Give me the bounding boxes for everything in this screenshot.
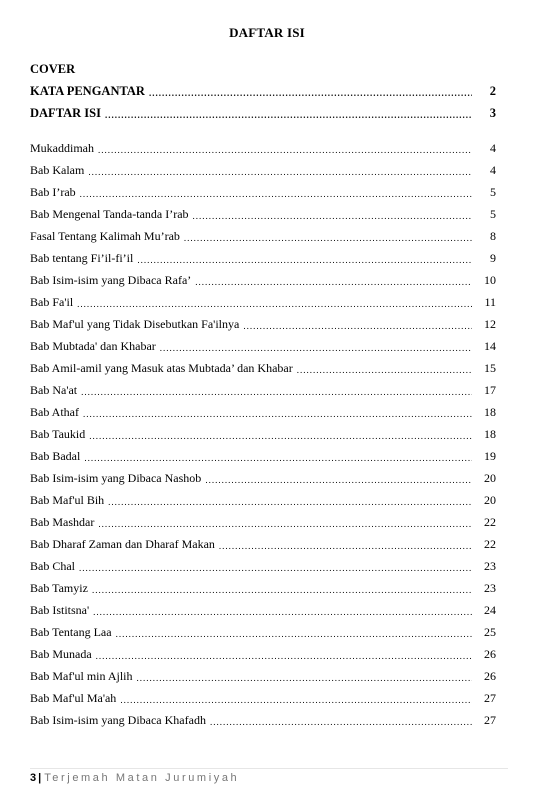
toc-entry-label: Bab Tamyiz [30,581,88,595]
toc-entry-label: Bab Munada [30,647,92,661]
dot-leader [116,628,472,640]
toc-entry-page: 17 [484,383,496,397]
toc-entry-label: Bab Tentang Laa [30,625,112,639]
toc-entry-label: Bab Mubtada' dan Khabar [30,339,156,353]
dot-leader [92,584,472,596]
toc-entry-page: 4 [490,141,496,155]
toc-entry-label: Bab Amil-amil yang Masuk atas Mubtada’ dan Khabar [30,361,293,375]
toc-entry-page: 5 [490,185,496,199]
dot-leader [81,386,472,398]
toc-entry-label: Bab Istitsna' [30,603,90,617]
dot-leader [93,606,472,618]
toc-entry-page: 26 [484,647,496,661]
toc-entry [30,625,496,641]
dot-leader [184,232,472,244]
toc-entry-page: 27 [484,713,496,727]
toc-entry-page: 5 [490,207,496,221]
toc-entry-page: 24 [484,603,496,617]
footer-page-number: 3 [30,772,37,784]
dot-leader [195,276,472,288]
dot-leader [83,408,472,420]
toc-entry [30,493,496,509]
toc-entry-page: 25 [484,625,496,639]
dot-leader [84,452,472,464]
toc-entry [30,185,496,201]
toc-entry-page: 19 [484,449,496,463]
dot-leader [98,518,472,530]
dot-leader [120,694,472,706]
toc-entry-page: 26 [484,669,496,683]
dot-leader [160,342,472,354]
dot-leader [80,188,472,200]
dot-leader [210,716,472,728]
toc-entry-label: Mukaddimah [30,141,94,155]
toc-entry [30,317,496,333]
toc-entry [30,229,496,245]
toc-entry [30,295,496,311]
toc-entry-page: 4 [490,163,496,177]
dot-leader [205,474,472,486]
page-title: DAFTAR ISI [229,25,305,40]
toc-entry-page: 11 [484,295,496,309]
toc-entry [30,647,496,663]
toc-entry-label: Bab Mashdar [30,515,95,529]
toc-entry [30,669,496,685]
page-footer [30,772,239,784]
toc-entry-label: Bab Athaf [30,405,79,419]
dot-leader [137,672,473,684]
toc-entry-page: 8 [490,229,496,243]
toc-front-item-kata-pengantar [30,84,496,99]
toc-entry-label: Bab Isim-isim yang Dibaca Khafadh [30,713,206,727]
toc-entry-label: Bab Chal [30,559,75,573]
toc-entry-label: Bab Maf'ul min Ajlih [30,669,133,683]
toc-entry-page: 10 [484,273,496,287]
toc-entry-page: 20 [484,471,496,485]
dot-leader [79,562,472,574]
toc-entry [30,251,496,267]
toc-entry-label: Bab Maf'ul Bih [30,493,105,507]
toc-entry [30,449,496,465]
toc-entry [30,141,496,157]
toc-entry-page: 23 [484,581,496,595]
toc-entry [30,273,496,289]
toc-entry-page: 22 [484,537,496,551]
toc-entry [30,163,496,179]
toc-entry-page: 20 [484,493,496,507]
toc-entry-page: 27 [484,691,496,705]
dot-leader [219,540,472,552]
toc-entry-page: 9 [490,251,496,265]
toc-entry-label: Bab Isim-isim yang Dibaca Nashob [30,471,202,485]
dot-leader [98,144,472,156]
toc-entry [30,427,496,443]
toc-front-item-cover [30,62,496,77]
toc-entry-label: Bab Mengenal Tanda-tanda I’rab [30,207,189,221]
dot-leader [149,87,472,99]
toc-entry-page: 23 [484,559,496,573]
toc-entry [30,405,496,421]
dot-leader [89,430,472,442]
dot-leader [137,254,472,266]
toc-entry [30,559,496,575]
toc-front-label: DAFTAR ISI [30,106,101,120]
footer-title: Terjemah Matan Jurumiyah [44,772,240,784]
toc-front-page: 3 [489,106,496,120]
toc-entry [30,537,496,553]
toc-entry-label: Bab Dharaf Zaman dan Dharaf Makan [30,537,215,551]
toc-front-label: KATA PENGANTAR [30,84,145,98]
toc-entry-label: Bab tentang Fi’il-fi’il [30,251,134,265]
toc-front-item-daftar-isi [30,106,496,121]
dot-leader [88,166,472,178]
toc-entry-label: Bab Na'at [30,383,78,397]
toc-entry [30,603,496,619]
toc-entry-label: Bab Maf'ul Ma'ah [30,691,117,705]
toc-entry-page: 15 [484,361,496,375]
toc-entry-page: 14 [484,339,496,353]
toc-entry-page: 18 [484,427,496,441]
dot-leader [105,109,472,121]
dot-leader [77,298,472,310]
toc-entry [30,713,496,729]
toc-entry-page: 12 [484,317,496,331]
toc-entry-label: Bab Maf'ul yang Tidak Disebutkan Fa'ilnya [30,317,240,331]
toc-entry [30,515,496,531]
toc-entry [30,361,496,377]
toc-entry [30,691,496,707]
footer-divider [30,768,508,769]
dot-leader [108,496,472,508]
toc-entry [30,383,496,399]
toc-entry [30,339,496,355]
toc-entry-label: Bab Taukid [30,427,86,441]
dot-leader [297,364,472,376]
toc-entry-page: 22 [484,515,496,529]
toc-entry-label: Bab Fa'il [30,295,74,309]
toc-entry-label: Bab I’rab [30,185,76,199]
footer-separator: | [38,772,42,784]
dot-leader [243,320,472,332]
toc-front-label: COVER [30,62,76,76]
dot-leader [96,650,472,662]
toc-front-page: 2 [489,84,496,98]
toc-entry [30,581,496,597]
toc-entry-page: 18 [484,405,496,419]
toc-entry-label: Bab Kalam [30,163,85,177]
toc-entry-label: Fasal Tentang Kalimah Mu’rab [30,229,180,243]
toc-entry [30,471,496,487]
dot-leader [193,210,472,222]
toc-entry [30,207,496,223]
toc-entry-label: Bab Badal [30,449,81,463]
toc-entry-label: Bab Isim-isim yang Dibaca Rafa’ [30,273,192,287]
